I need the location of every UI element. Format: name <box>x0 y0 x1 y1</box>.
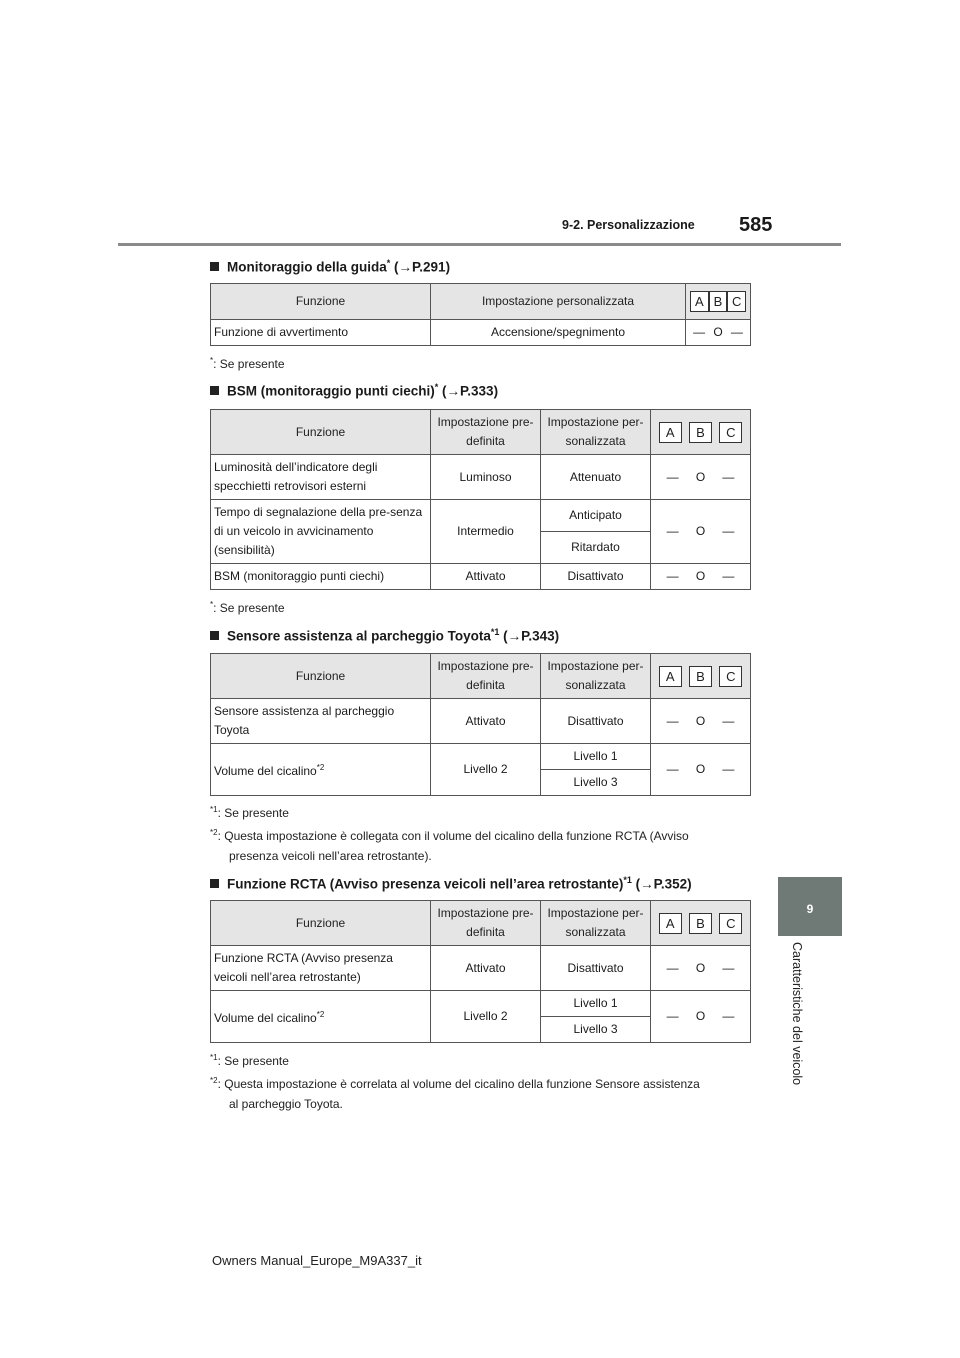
section-heading: 9-2. Personalizzazione <box>562 218 695 232</box>
page-reference: (→P.333) <box>442 383 499 399</box>
chapter-label: Caratteristiche del veicolo <box>790 942 804 1086</box>
settings-table: Funzione Impostazione pre-definita Impostazione per-sonalizzata A B C Funzione RCTA (Avviso presenza veicoli nell’area retrostante) Attivato Disattivato — O — Volume del cicalino$^{*2}$ Livello 2 Livello 1 — O — Livello 3 <box>210 900 751 1043</box>
column-header: Funzione <box>211 284 431 320</box>
table-row: Volume del cicalino$^{*2}$ Livello 2 Livello 1 — O — <box>211 744 751 770</box>
settings-table: Funzione Impostazione pre-definita Impostazione per-sonalizzata A B C Luminosità dell’indicatore degli specchietti retrovisori esterni Luminoso Attenuato — O — Tempo di segnalazione della pre-senza di un veicolo in avvicinamento (sensibilità) Intermedio Anticipato — O — Ritardato BSM (monitoraggio punti ciechi) Attivato Disattivato — O — <box>210 409 751 590</box>
column-header: Funzione <box>211 410 431 455</box>
abc-values: — O — <box>651 564 751 590</box>
column-header: Funzione <box>211 901 431 946</box>
footnote: *: Se presente <box>210 600 285 615</box>
footnote: *: Se presente <box>210 356 285 371</box>
abc-values: — O — <box>651 946 751 991</box>
square-bullet-icon <box>210 631 219 640</box>
column-header: Impostazione pre-definita <box>431 654 541 699</box>
abc-header: A B C <box>651 901 751 946</box>
table-row: Luminosità dell’indicatore degli specchietti retrovisori esterni Luminoso Attenuato — O — <box>211 455 751 500</box>
page-reference: (→P.352) <box>635 876 692 892</box>
table-row: BSM (monitoraggio punti ciechi) Attivato Disattivato — O — <box>211 564 751 590</box>
abc-values: — O — <box>651 991 751 1043</box>
settings-table: Funzione Impostazione pre-definita Impostazione per-sonalizzata A B C Sensore assistenza al parcheggio Toyota Attivato Disattivato — O — Volume del cicalino$^{*2}$ Livello 2 Livello 1 — O — Livello 3 <box>210 653 751 796</box>
table-row: Funzione di avvertimento Accensione/spegnimento — O — <box>211 320 751 346</box>
column-header: Impostazione per-sonalizzata <box>541 901 651 946</box>
column-header: Funzione <box>211 654 431 699</box>
square-bullet-icon <box>210 386 219 395</box>
column-header: Impostazione per-sonalizzata <box>541 410 651 455</box>
square-bullet-icon <box>210 262 219 271</box>
section-title: BSM (monitoraggio punti ciechi)* (→P.333) <box>210 382 498 399</box>
header-divider <box>118 243 841 246</box>
column-header: Impostazione pre-definita <box>431 901 541 946</box>
table-row: Sensore assistenza al parcheggio Toyota Attivato Disattivato — O — <box>211 699 751 744</box>
footnote: $^{*1}$: Se presente <box>210 1053 289 1068</box>
section-title: Monitoraggio della guida* (→P.291) <box>210 258 450 275</box>
abc-values: — O — <box>651 455 751 500</box>
table-row: Funzione RCTA (Avviso presenza veicoli nell’area retrostante) Attivato Disattivato — O — <box>211 946 751 991</box>
page-reference: (→P.343) <box>503 628 560 644</box>
settings-table <box>210 283 751 346</box>
footnote: $^{*2}$: Questa impostazione è correlata al volume del cicalino della funzione Sensore assistenza al parcheggio Toyota. <box>210 1076 700 1111</box>
footnote: $^{*2}$: Questa impostazione è collegata con il volume del cicalino della funzione RCTA (Avviso presenza veicoli nell’area retrostante). <box>210 828 689 863</box>
footnote: $^{*1}$: Se presente <box>210 805 289 820</box>
abc-header: A B C <box>651 410 751 455</box>
column-header: Impostazione personalizzata <box>431 284 686 320</box>
page-reference: (→P.291) <box>394 259 451 275</box>
table-row: Volume del cicalino$^{*2}$ Livello 2 Livello 1 — O — <box>211 991 751 1017</box>
column-header: Impostazione per-sonalizzata <box>541 654 651 699</box>
abc-values: — O — <box>651 744 751 796</box>
column-header: Impostazione pre-definita <box>431 410 541 455</box>
abc-values: — O — <box>686 320 751 346</box>
document-footer: Owners Manual_Europe_M9A337_it <box>212 1253 422 1268</box>
abc-header: A B C <box>651 654 751 699</box>
page-number: 585 <box>739 214 773 236</box>
abc-values: — O — <box>651 699 751 744</box>
table-row: Tempo di segnalazione della pre-senza di un veicolo in avvicinamento (sensibilità) Intermedio Anticipato — O — <box>211 500 751 532</box>
section-title: Funzione RCTA (Avviso presenza veicoli nell’area retrostante)$^{*1}$ (→P.352) <box>210 875 692 892</box>
abc-values: — O — <box>651 500 751 564</box>
abc-header: A B C <box>686 284 751 320</box>
square-bullet-icon <box>210 879 219 888</box>
chapter-tab: 9 <box>778 877 842 936</box>
section-title: Sensore assistenza al parcheggio Toyota$^{*1}$ (→P.343) <box>210 627 559 644</box>
